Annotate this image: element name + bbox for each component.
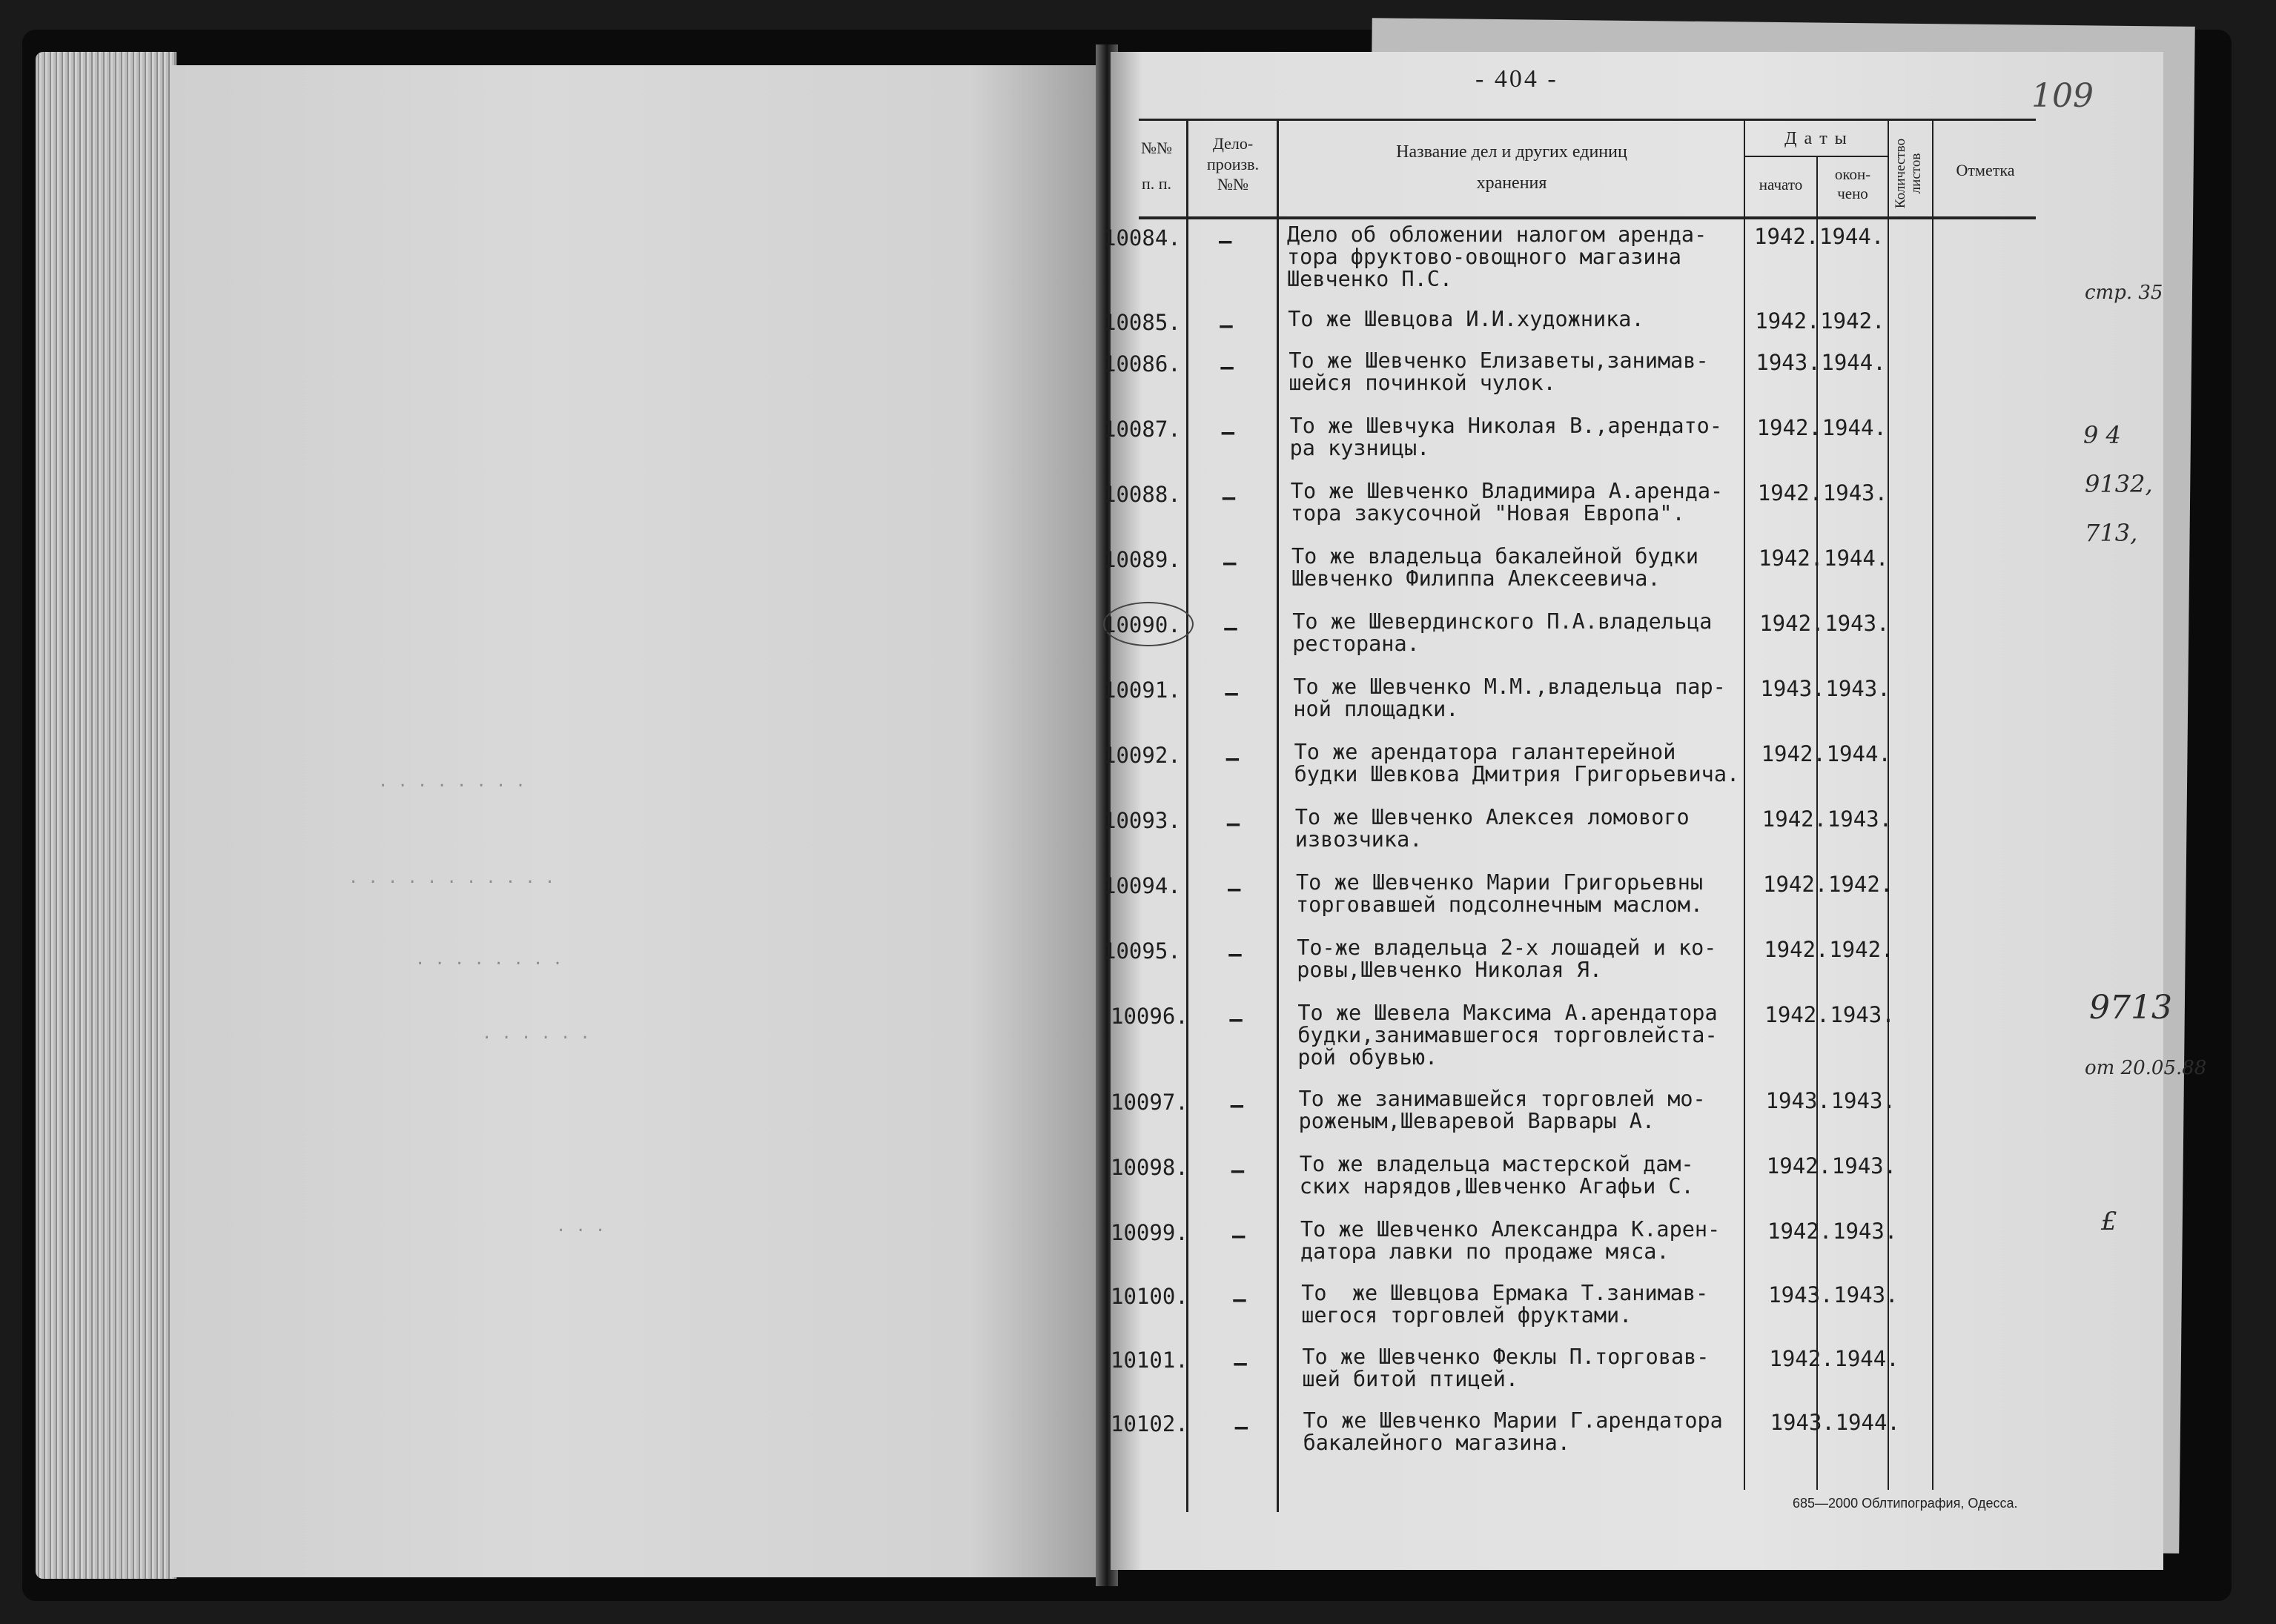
row-number: 10090. [1103,612,1181,637]
file-title-line: То же владельца мастерской дам- [1299,1152,1694,1176]
date-start: 1942. [1766,1153,1832,1179]
date-start: 1942. [1764,1002,1830,1027]
office-number: – [1232,1223,1245,1248]
bleed-through-text: · · · · · · · · · · · [348,873,555,892]
date-start: 1942. [1755,308,1820,334]
office-number: – [1224,615,1237,640]
date-start: 1943. [1760,676,1825,701]
file-title-line: То же Шевченко Марии Григорьевны [1296,870,1704,895]
office-number: – [1219,228,1232,253]
header-title-line: хранения [1476,173,1547,193]
date-end: 1943. [1825,611,1890,636]
row-number: 10084. [1103,225,1181,251]
header-office-line: №№ [1217,175,1248,193]
file-title-line: То же Шевченко Алексея ломового [1294,805,1690,829]
file-title [1288,308,1644,331]
file-title-line: тора закусочной "Новая Европа". [1290,501,1685,526]
header-end [1818,165,1888,204]
row-number: 10087. [1103,417,1181,442]
margin-note: 9713 [2089,989,2172,1027]
file-title [1288,350,1708,394]
date-end: 1943. [1831,1153,1897,1179]
row-number: 10099. [1111,1220,1188,1245]
column-rule [1932,119,1933,1490]
file-title-line: Шевченко Филиппа Алексеевича. [1291,566,1661,591]
row-number: 10088. [1103,482,1181,507]
date-end: 1944. [1835,1410,1900,1435]
file-title-line: ресторана. [1292,632,1420,656]
file-title-line: торговавшей подсолнечным маслом. [1296,892,1704,917]
file-title [1297,937,1716,981]
file-title-line: То же Шевченко Феклы П.торговав- [1302,1345,1710,1369]
file-title-line: тора фруктово-овощного магазина [1287,245,1681,269]
date-start: 1942. [1754,224,1819,249]
office-number: – [1225,746,1240,771]
date-end: 1942. [1829,937,1894,962]
left-page-blank [171,65,1111,1577]
pencil-page-number: 109 [2031,77,2094,115]
office-number: – [1228,941,1242,967]
file-title [1291,546,1698,590]
file-title-line: датора лавки по продаже мяса. [1300,1239,1670,1264]
office-number: – [1229,1007,1243,1032]
page-edges [36,52,176,1579]
file-title-line: Дело об обложении налогом аренда- [1287,222,1707,247]
header-sheets-line: листов [1908,153,1924,194]
header-end-line: чено [1837,185,1868,203]
file-title-line: рой обувью. [1297,1045,1438,1070]
file-title [1293,676,1725,720]
file-title-line: То же арендатора галантерейной [1294,740,1676,764]
office-number: – [1220,354,1234,380]
file-title-line: ровы,Шевченко Николая Я. [1297,958,1602,982]
office-number: – [1230,1093,1244,1118]
row-number: 10092. [1103,743,1181,768]
row-number: 10085. [1103,310,1181,335]
file-title [1296,872,1703,916]
file-title [1302,1346,1709,1391]
column-rule [1744,119,1745,1490]
file-title-line: ских нарядов,Шевченко Агафьи С. [1299,1174,1694,1199]
date-end: 1943. [1830,1002,1895,1027]
row-number: 10097. [1111,1090,1188,1115]
date-start: 1942. [1767,1219,1833,1244]
header-office-line: произв. [1206,154,1260,173]
header-office-line: Дело- [1212,134,1254,153]
header-num-line: №№ [1141,139,1172,157]
date-end: 1942. [1820,308,1885,334]
office-number: – [1233,1287,1246,1312]
header-start: начато [1759,176,1803,193]
row-number: 10094. [1103,873,1181,898]
header-dates: Д а т ы [1784,129,1848,148]
date-start: 1942. [1769,1346,1834,1371]
file-title-line: То же Шевченко Владимира А.аренда- [1290,479,1724,503]
row-number: 10100. [1111,1284,1188,1309]
margin-note: от 20.05.88 [2085,1057,2207,1079]
file-title-line: То же Шевчука Николая В.,арендато- [1289,414,1722,438]
file-title-line: То же Шевела Максима А.арендатора [1297,1001,1718,1025]
file-title-line: То же Шевцова Ермака Т.занимав- [1301,1281,1709,1305]
row-number: 10091. [1103,677,1181,703]
row-number: 10098. [1111,1155,1188,1180]
office-number: – [1220,313,1233,338]
bleed-through-text: · · · · · · [482,1029,590,1047]
file-title-line: То же Шевцова И.И.художника. [1288,307,1644,331]
file-title [1300,1219,1720,1263]
date-end: 1943. [1825,676,1890,701]
date-end: 1944. [1822,415,1887,440]
file-title-line: шей битой птицей. [1302,1367,1519,1391]
office-number: – [1231,1158,1245,1183]
file-title-line: шегося торговлей фруктами. [1301,1303,1632,1328]
file-title [1300,1153,1694,1198]
office-number: – [1221,420,1235,445]
row-number: 10093. [1103,808,1181,833]
file-title-line: То же Шевченко Александра К.арен- [1300,1217,1721,1242]
file-title [1294,741,1740,786]
header-sheets [1893,129,1926,218]
date-end: 1944. [1834,1346,1899,1371]
margin-note: 9132, [2085,470,2153,498]
office-number: – [1223,550,1237,575]
file-title-line: бакалейного магазина. [1303,1431,1570,1455]
date-start: 1943. [1765,1088,1830,1113]
date-start: 1942. [1759,611,1825,636]
date-end: 1944. [1819,224,1885,249]
header-end-line: окон- [1834,165,1871,183]
office-number: – [1225,680,1238,706]
file-title [1301,1282,1708,1327]
margin-note: 9 4 [2083,421,2121,449]
file-title-line: То же владельца бакалейной будки [1291,544,1699,569]
date-start: 1942. [1757,480,1823,506]
column-rule [1277,119,1279,1512]
file-title-line: ра кузницы. [1289,436,1430,460]
date-end: 1944. [1821,350,1886,375]
date-start: 1942. [1761,806,1827,832]
file-title-line: То-же владельца 2-х лошадей и ко- [1297,935,1717,960]
file-title-line: Шевченко П.С. [1287,267,1453,291]
header-num [1127,138,1186,193]
date-start: 1943. [1770,1410,1835,1435]
file-title [1287,224,1707,291]
header-title-line: Название дел и других единиц [1396,142,1627,162]
file-title-line: То же Шевченко Марии Г.арендатора [1303,1408,1723,1433]
row-number: 10101. [1111,1348,1188,1373]
file-title-line: То же занимавшейся торговлей мо- [1298,1087,1706,1111]
file-title [1292,611,1712,655]
date-start: 1943. [1768,1282,1833,1308]
table-top-rule [1139,119,2036,121]
date-end: 1943. [1827,806,1893,832]
bleed-through-text: · · · [556,1222,606,1240]
file-title [1291,480,1723,525]
margin-note: стр. 35 [2085,282,2163,304]
page-number: - 404 - [1475,65,1558,93]
date-end: 1944. [1826,741,1891,766]
date-start: 1942. [1763,872,1828,897]
date-end: 1944. [1824,546,1889,571]
office-number: – [1228,876,1241,901]
file-title-line: То же Шевердинского П.А.владельца [1292,609,1713,634]
header-sheets-line: Количество [1893,138,1908,209]
file-title [1297,1002,1717,1069]
file-title-line: будки Шевкова Дмитрия Григорьевича. [1294,762,1740,786]
date-start: 1942. [1756,415,1822,440]
date-end: 1943. [1822,480,1888,506]
bleed-through-text: · · · · · · · · [378,777,526,795]
file-title-line: То же Шевченко Елизаветы,занимав- [1288,348,1709,373]
file-title [1299,1088,1706,1133]
header-note: Отметка [1956,161,2015,179]
bleed-through-text: · · · · · · · · [415,955,563,973]
office-number: – [1234,1414,1248,1439]
margin-note: 713, [2085,519,2138,547]
header-office [1189,133,1277,195]
header-title [1280,141,1744,194]
office-number: – [1222,485,1236,510]
row-number: 10096. [1111,1004,1188,1029]
date-end: 1942. [1828,872,1893,897]
date-end: 1943. [1833,1219,1898,1244]
printer-footer: 685—2000 Облтипография, Одесса. [1793,1496,2018,1511]
date-start: 1942. [1759,546,1824,571]
row-number: 10102. [1111,1411,1188,1436]
file-title-line: роженым,Шеваревой Варвары А. [1298,1109,1655,1133]
file-title-line: То же Шевченко М.М.,владельца пар- [1293,675,1726,699]
office-number: – [1226,811,1240,836]
file-title-line: шейся починкой чулок. [1288,371,1556,395]
margin-note: £ [2101,1207,2117,1236]
date-end: 1943. [1833,1282,1899,1308]
date-start: 1942. [1764,937,1829,962]
header-num-line: п. п. [1141,173,1172,193]
file-title [1290,415,1722,460]
row-number: 10089. [1103,547,1181,572]
file-title [1303,1410,1723,1454]
office-number: – [1234,1350,1247,1376]
row-number: 10086. [1103,351,1181,377]
file-title [1295,806,1690,851]
date-start: 1943. [1756,350,1821,375]
file-title-line: ной площадки. [1293,697,1459,721]
file-title-line: извозчика. [1294,827,1423,852]
date-end: 1943. [1830,1088,1896,1113]
row-number: 10095. [1103,938,1181,964]
file-title-line: будки,занимавшегося торговлейста- [1297,1023,1718,1047]
date-start: 1942. [1761,741,1826,766]
